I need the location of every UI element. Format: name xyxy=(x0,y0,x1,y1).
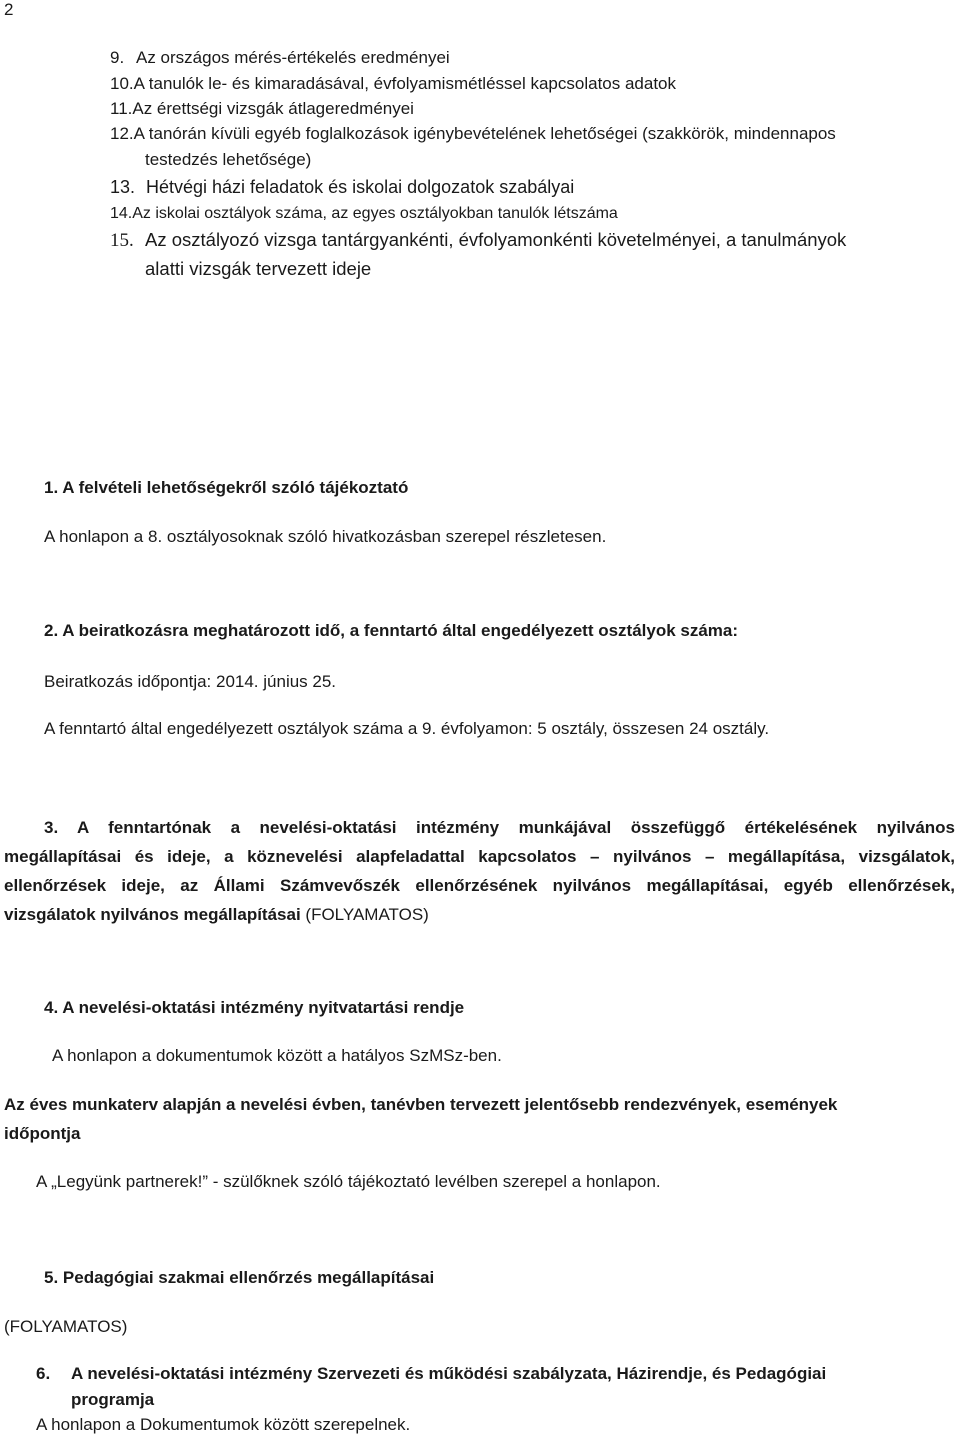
section-4-heading: 4. A nevelési-oktatási intézmény nyitvatartási rendje xyxy=(44,998,465,1017)
section-6-body: A honlapon a Dokumentumok között szerepelnek. xyxy=(36,1415,411,1434)
section-3-heading-line-1: 3. A fenntartónak a nevelési-oktatási intézmény munkájával összefüggő értékelésének nyilvános xyxy=(44,818,955,837)
toc-item-12: 12.A tanórán kívüli egyéb foglalkozások igénybevételének lehetőségei (szakkörök, mindennapos xyxy=(110,124,836,143)
toc-item-15: 15. Az osztályozó vizsga tantárgyankénti, évfolyamonkénti követelményei, a tanulmányok xyxy=(110,229,847,251)
section-2-class-count: A fenntartó által engedélyezett osztályok száma a 9. évfolyamon: 5 osztály, összesen 24 osztály. xyxy=(44,719,770,738)
events-heading-line-2: időpontja xyxy=(4,1124,81,1143)
section-5-status: (FOLYAMATOS) xyxy=(4,1317,128,1336)
toc-item-12-continued: testedzés lehetősége) xyxy=(145,150,312,169)
toc-item-9: 9. Az országos mérés-értékelés eredményei xyxy=(110,48,450,67)
section-2-heading: 2. A beiratkozásra meghatározott idő, a fenntartó által engedélyezett osztályok száma: xyxy=(44,621,739,640)
section-3-heading-line-3: ellenőrzések ideje, az Állami Számvevőszék ellenőrzésének nyilvános megállapításai, egyéb ellenőrzések, xyxy=(4,876,955,895)
events-body: A „Legyünk partnerek!” - szülőknek szóló tájékoztató levélben szerepel a honlapon. xyxy=(36,1172,661,1191)
toc-item-11: 11.Az érettségi vizsgák átlageredményei xyxy=(110,99,414,118)
toc-item-10: 10.A tanulók le- és kimaradásával, évfolyamismétléssel kapcsolatos adatok xyxy=(110,74,677,93)
events-heading-line-1: Az éves munkaterv alapján a nevelési évben, tanévben tervezett jelentősebb rendezvények, események xyxy=(4,1095,838,1114)
section-4-body: A honlapon a dokumentumok között a hatályos SzMSz-ben. xyxy=(52,1046,502,1065)
section-3-heading-line-4: vizsgálatok nyilvános megállapításai (FOLYAMATOS) xyxy=(4,905,429,924)
toc-item-14: 14.Az iskolai osztályok száma, az egyes osztályokban tanulók létszáma xyxy=(110,205,618,222)
page-number: 2 xyxy=(4,0,14,19)
section-6-number: 6. xyxy=(36,1364,51,1383)
section-3-status: (FOLYAMATOS) xyxy=(300,905,429,924)
section-2-enrolment-date: Beiratkozás időpontja: 2014. június 25. xyxy=(44,672,337,691)
section-6-heading-line-2: programja xyxy=(71,1390,155,1409)
section-1-body: A honlapon a 8. osztályosoknak szóló hivatkozásban szerepel részletesen. xyxy=(44,527,607,546)
section-6-heading-line-1: A nevelési-oktatási intézmény Szervezeti és működési szabályzata, Házirendje, és Pedagógiai xyxy=(71,1364,827,1383)
toc-item-15-continued: alatti vizsgák tervezett ideje xyxy=(145,258,372,279)
toc-item-13: 13. Hétvégi házi feladatok és iskolai dolgozatok szabályai xyxy=(110,177,575,197)
section-1-heading: 1. A felvételi lehetőségekről szóló tájékoztató xyxy=(44,478,409,497)
section-3-heading-line-2: megállapításai és ideje, a köznevelési alapfeladattal kapcsolatos – nyilvános – megállapítása, vizsgálatok, xyxy=(4,847,955,866)
section-5-heading: 5. Pedagógiai szakmai ellenőrzés megállapításai xyxy=(44,1268,435,1287)
